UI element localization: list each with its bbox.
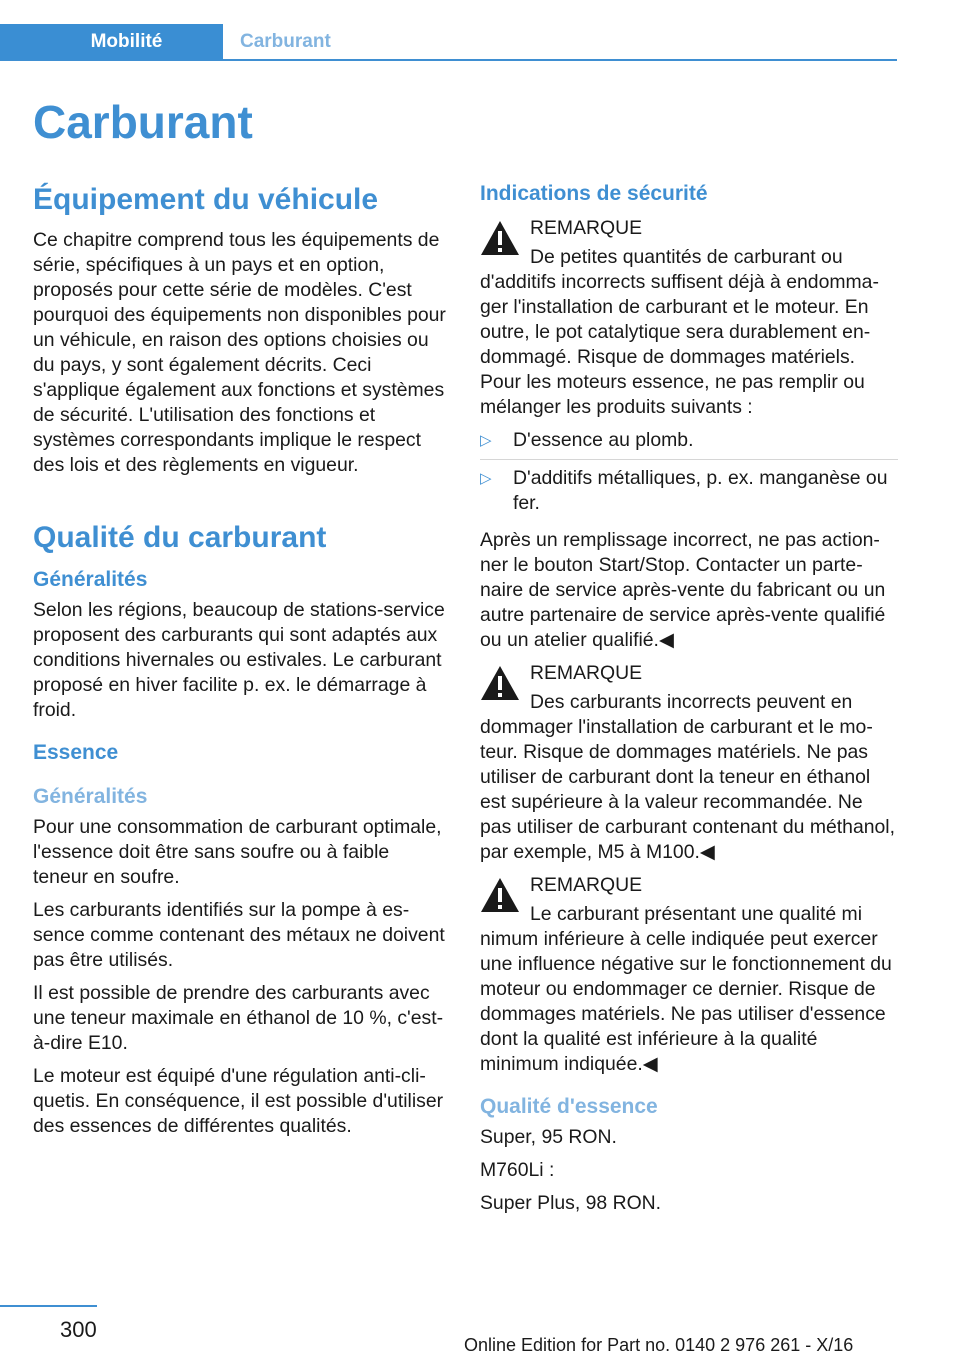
paragraph: Super, 95 RON.: [480, 1126, 617, 1148]
header-tab-carburant[interactable]: Carburant: [240, 31, 331, 52]
page-title: Carburant: [33, 96, 253, 148]
paragraph: Pour une consommation de carburant optimale, l'essence doit être sans soufre ou à faible teneur en soufre.: [33, 816, 442, 888]
warning-label: REMARQUE: [530, 874, 643, 896]
paragraph: Le moteur est équipé d'une régulation anti-cliquetis. En conséquence, il est possible d'utiliser des essences de différentes qualités.: [33, 1065, 444, 1137]
warning-block: [480, 873, 898, 927]
warning-list: [480, 428, 898, 522]
list-item: ▷ D'essence au plomb.: [480, 428, 898, 460]
section-title-qualite: Qualité du carburant: [33, 521, 327, 554]
triangle-bullet-icon: ▷: [480, 470, 492, 487]
paragraph: M760Li :: [480, 1159, 555, 1181]
paragraph: Les carburants identifiés sur la pompe à essence comme contenant des métaux ne doivent pas être utilisés.: [33, 899, 445, 971]
left-column: [33, 180, 447, 1147]
header-tab-spacer: [0, 24, 30, 60]
paragraph: Après un remplissage incorrect, ne pas actionner le bouton Start/Stop. Contacter un partenaire de service après-vente du fabricant ou un autre partenaire de service après-vente qualifié ou un atelier qualifié.◀: [480, 529, 886, 651]
warning-lead: Le carburant présentant une qualité mi: [530, 903, 863, 925]
warning-triangle-icon: [480, 665, 520, 701]
warning-text: nimum inférieure à celle indiquée peut exercer une influence négative sur le fonctionnement du moteur ou endommager ce dernier. Risque de dommages matériels. Ne pas utiliser d'essence dont la qualité est inférieure à la qualité minimum indiquée.◀: [480, 928, 892, 1075]
warning-block: [480, 661, 898, 715]
subsubsection-title-generalites: Généralités: [33, 785, 148, 808]
warning-triangle-icon: [480, 877, 520, 913]
paragraph: Ce chapitre comprend tous les équipements de série, spécifiques à un pays et en option, proposés pour cette série de modèles. C'est pourquoi des équipements non disponibles pour un véhicule, en raison des options choisies ou du pays, y sont également décrits. Ceci s'applique également aux fonctions et systèmes de sécurité. L'utilisation des fonctions et systèmes correspondants implique le respect des lois et des règlements en vigueur.: [33, 229, 446, 476]
list-item: ▷ D'additifs métalliques, p. ex. manganèse ou fer.: [480, 467, 888, 514]
warning-lead: Des carburants incorrects peuvent en: [530, 691, 853, 713]
subsection-title-qualite-essence: Qualité d'essence: [480, 1095, 658, 1118]
section-title-equipement: Équipement du véhicule: [33, 183, 379, 216]
subsection-title-generalites: Généralités: [33, 568, 148, 591]
warning-triangle-icon: [480, 220, 520, 256]
right-column: [480, 180, 898, 1224]
warning-lead: De petites quantités de carburant ou: [530, 246, 843, 268]
triangle-bullet-icon: ▷: [480, 432, 492, 449]
paragraph: Super Plus, 98 RON.: [480, 1192, 662, 1214]
footer-edition: Online Edition for Part no. 0140 2 976 261 - X/16: [464, 1335, 854, 1355]
subsection-title-essence: Essence: [33, 741, 119, 764]
warning-text: dommager l'installation de carburant et le moteur. Risque de dommages matériels. Ne pas utiliser de carburant dont la teneur en éthanol est supérieure à la valeur recommandée. Ne pas utiliser de carburant contenant du méthanol, par exemple, M5 à M100.◀: [480, 716, 896, 863]
page-number: 300: [60, 1317, 97, 1342]
paragraph: Selon les régions, beaucoup de stations-service proposent des carburants qui sont adaptés aux conditions hivernales ou estivales. Le carburant proposé en hiver facilite p. ex. le démarrage à froid.: [33, 599, 445, 721]
warning-label: REMARQUE: [530, 662, 643, 684]
subsection-title-securite: Indications de sécurité: [480, 182, 708, 205]
warning-text: d'additifs incorrects suffisent déjà à endommager l'installation de carburant et le moteur. En outre, le pot catalytique sera durablement endommagé. Risque de dommages matériels. Pour les moteurs essence, ne pas remplir ou mélanger les produits suivants :: [480, 271, 879, 418]
page-number-rule: [0, 1305, 97, 1307]
header-tab-mobilite[interactable]: Mobilité: [30, 24, 223, 60]
paragraph: Il est possible de prendre des carburants avec une teneur maximale en éthanol de 10 %, c'est-à-dire E10.: [33, 982, 444, 1054]
warning-label: REMARQUE: [530, 217, 643, 239]
warning-block: [480, 216, 898, 270]
